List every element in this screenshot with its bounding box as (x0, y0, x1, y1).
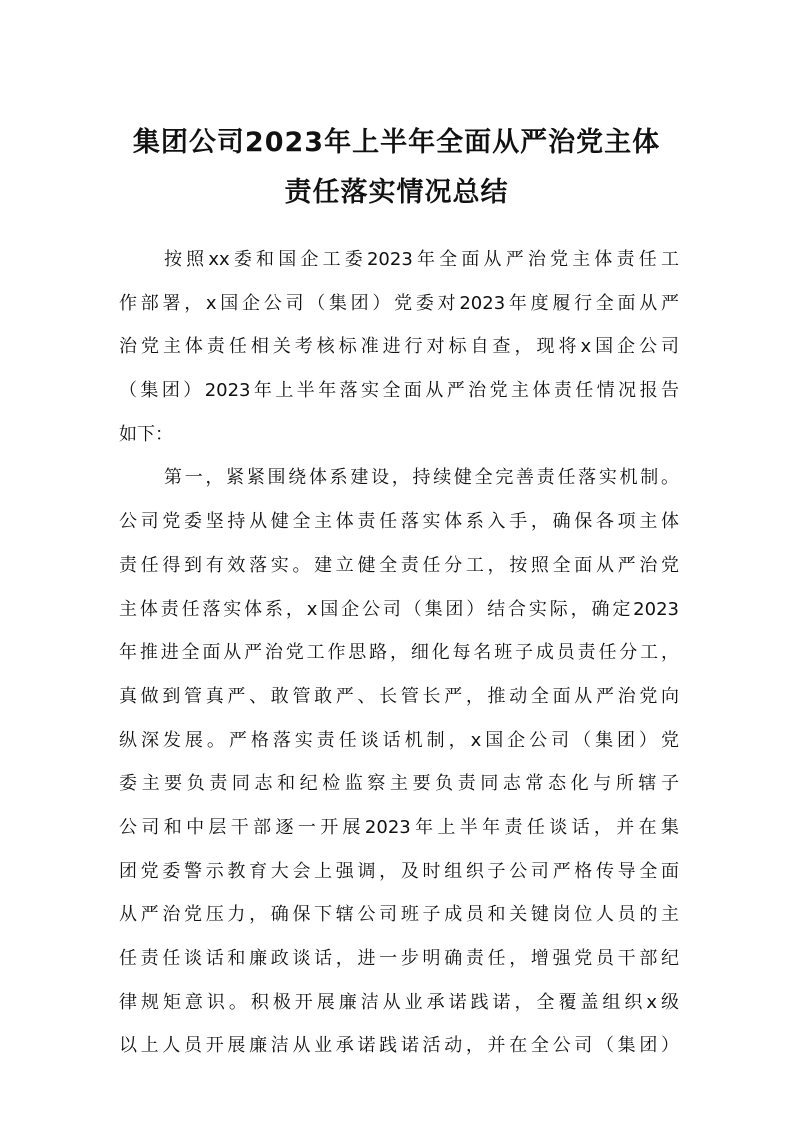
title-line-2: 责任落实情况总结 (284, 177, 509, 208)
paragraph-line: 年推进全面从严治党工作思路，细化每名班子成员责任分工， (119, 642, 679, 664)
paragraph-line: 纵深发展。严格落实责任谈话机制，x国企公司（集团）党 (119, 729, 679, 751)
paragraph-line: 按照xx委和国企工委2023年全面从严治党主体责任工 (164, 249, 679, 270)
paragraph-1 (119, 238, 679, 456)
paragraph-line: 从严治党压力，确保下辖公司班子成员和关键岗位人员的主 (119, 904, 679, 926)
document-body (119, 238, 679, 1068)
paragraph-line: 主体责任落实体系，x国企公司（集团）结合实际，确定2023 (119, 598, 679, 620)
paragraph-2 (119, 456, 679, 1068)
paragraph-line: 以上人员开展廉洁从业承诺践诺活动，并在全公司（集团） (119, 1035, 679, 1057)
document-title (0, 118, 793, 218)
paragraph-line: 作部署，x国企公司（集团）党委对2023年度履行全面从严 (119, 292, 679, 314)
paragraph-line: 任责任谈话和廉政谈话，进一步明确责任，增强党员干部纪 (119, 948, 679, 969)
paragraph-line: 委主要负责同志和纪检监察主要负责同志常态化与所辖子 (119, 773, 679, 795)
paragraph-line: 第一，紧紧围绕体系建设，持续健全完善责任落实机制。 (164, 467, 679, 489)
paragraph-line: 公司和中层干部逐一开展2023年上半年责任谈话，并在集 (119, 816, 679, 838)
paragraph-line: 团党委警示教育大会上强调，及时组织子公司严格传导全面 (119, 860, 679, 882)
paragraph-line: 责任得到有效落实。建立健全责任分工，按照全面从严治党 (119, 554, 679, 576)
paragraph-line: 律规矩意识。积极开展廉洁从业承诺践诺，全覆盖组织x级 (119, 991, 679, 1013)
paragraph-line: 真做到管真严、敢管敢严、长管长严，推动全面从严治党向 (119, 685, 679, 707)
paragraph-line: （集团）2023年上半年落实全面从严治党主体责任情况报告 (119, 380, 679, 402)
paragraph-line: 治党主体责任相关考核标准进行对标自查，现将x国企公司 (119, 336, 679, 358)
paragraph-line: 如下： (119, 423, 173, 445)
title-line-1: 集团公司2023年上半年全面从严治党主体 (132, 127, 661, 158)
paragraph-line: 公司党委坚持从健全主体责任落实体系入手，确保各项主体 (119, 511, 679, 533)
